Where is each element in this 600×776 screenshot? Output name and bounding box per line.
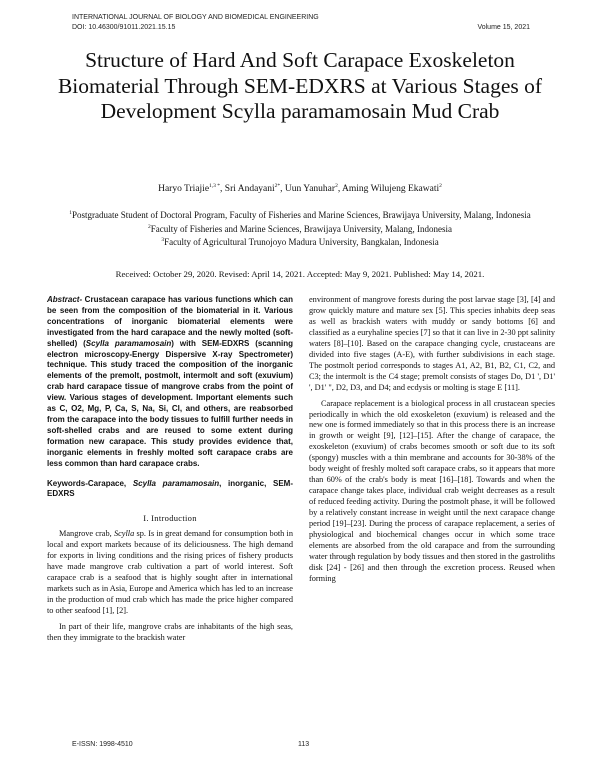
intro-paragraph — [47, 529, 293, 617]
publication-dates: Received: October 29, 2020. Revised: April 14, 2021. Accepted: May 9, 2021. Published: May 14, 2021. — [115, 269, 485, 279]
body-paragraph: environment of mangrove forests during the post larvae stage [3], [4] and grow quickly mature and mature sex [5]. This species inhabits deep seas as well as brackish waters with muddy or sandy bottoms [6] and classified as a euryhaline species [7] so that it can live in 2-30 ppt salinity waters [8]–[10]. Based on the carapace changing cycle, crustaceans are divided into five stages (A-E), with further subdivisions in each stage. The postmolt period corresponds to stages A1, A2, B1, B2, C1, C2, and C3; the intermolt is the C4 stage; premolt consists of stages Do, D1 ', D1' ', D1' ", D2, D3, and D4; and ecdysis or molting is stage E [11]. — [309, 295, 555, 392]
abstract-label: Abstract- — [47, 295, 83, 304]
author-affiliation-mark: 2* — [274, 183, 281, 189]
author-list: Haryo Triajie$^{1,3 *}$, Sri Andayani$^{2*}$, Uun Yanuhar$^2$, Aming Wilujeng Ekawati$^2$ — [158, 183, 442, 195]
affiliation-text: Postgraduate Student of Doctoral Program, Faculty of Fisheries and Marine Sciences, Brawijaya University, Malang, Indonesia — [71, 210, 531, 220]
doi: DOI: 10.46300/91011.2021.15.15 — [72, 23, 176, 31]
right-column — [309, 295, 555, 585]
species-name: Scylla — [113, 529, 135, 539]
page-number: 113 — [298, 741, 310, 748]
author-name: Uun Yanuhar — [284, 184, 336, 195]
affiliation-text: Faculty of Fisheries and Marine Sciences, Brawijaya University, Malang, Indonesia — [150, 223, 453, 234]
species-name: Scylla paramamosain — [85, 338, 172, 348]
section-heading: I. Introduction — [143, 513, 197, 524]
body-paragraph: Carapace replacement is a biological process in all crustacean species periodically in which the old exoskeleton (exuvium) is released and the new one is formed immediately so that in this process there is an increase in growth or weight [9], [12]–[15]. After the change of carapace, the exoskeleton (exuvium) of crabs becomes smooth or soft due to its soft (spongy) muscles with a thin membrane and accounts for 30-38% of the body weight of freshly molted soft carapace crabs, so it appears that more than 60% of the crab's body is meat [16]–[18]. Towards and when the carapace change takes place, individual crab weight decreases as a result of reduced feeding activity. During the postmolt phase, it will be followed by a relatively constant increase in weight until the next carapace change period [19]–[23]. During the process of carapace replacement, a series of physiological and biochemical changes occur in which some trace elements are absorbed from the old carapace and from the surrounding water through regulation by body tissues and then stored in the gastroliths disk [24] - [26] and then through the excretion process. Reused when forming — [309, 398, 555, 583]
affiliation-mark: 1 — [69, 210, 72, 216]
author-affiliation-mark: 2 — [335, 183, 338, 189]
species-name: Scylla paramamosain — [132, 478, 220, 488]
author-name: Haryo Triajie — [158, 184, 210, 195]
author-name: Sri Andayani — [224, 184, 275, 195]
volume: Volume 15, 2021 — [477, 23, 530, 31]
author-name: Aming Wilujeng Ekawati — [342, 184, 440, 195]
author-affiliation-mark: 1,3 * — [209, 183, 221, 189]
affiliation-text: Faculty of Agricultural Trunojoyo Madura University, Bangkalan, Indonesia — [164, 237, 439, 247]
keywords — [47, 479, 293, 501]
journal-name: INTERNATIONAL JOURNAL OF BIOLOGY AND BIOMEDICAL ENGINEERING — [72, 14, 319, 21]
paragraph-text: sp. Is in great demand for consumption both in local and export markets because of its deliciousness. The high demand for exports in living conditions and the rising prices of fishery products have made mangrove crab cultivation a part of world interest. Soft carapace crab is a seafood that is highly sought after in international markets such as in Asia, Europe and America which has led to an increase in the production of mud crab which has made the price higher compared to other seafood [1], [2]. — [47, 529, 294, 615]
affiliation-list — [40, 208, 560, 249]
paper-title: Structure of Hard And Soft Carapace Exoskeleton Biomaterial Through SEM-EDXRS at Various Stages of Development Scylla paramamosain Mud Crab — [57, 48, 543, 123]
running-header — [72, 13, 530, 32]
left-column — [47, 295, 293, 644]
issn: E-ISSN: 1998-4510 — [72, 741, 133, 748]
keywords-text: , inorganic, SEM-EDXRS — [47, 478, 293, 499]
affiliation — [40, 222, 560, 236]
affiliation — [40, 208, 560, 222]
affiliation — [40, 235, 560, 249]
affiliation-mark: 2 — [147, 223, 151, 230]
abstract — [47, 295, 293, 470]
affiliation-mark: 3 — [161, 237, 165, 243]
keywords-text: Keywords-Carapace, — [47, 478, 133, 488]
abstract-text: Crustacean carapace has various functions which can be seen from the composition of the biomaterial in it. Various concentrations of inorganic biomaterial elements were investigated from the hard carapace and the newly molted (soft-shelled) ( — [47, 295, 293, 348]
abstract-text: ) with SEM-EDXRS (scanning electron microscopy-Energy Dispersive X-ray Spectrometer) technique. This study traced the composition of the inorganic elements of the premolt, postmolt, intermolt and soft (exuvium) crab hard carapace tissue of mangrove crabs from the point of view. Various stages of development. Important elements such as C, O2, Mg, P, Ca, S, Na, Si, Cl, and others, are reabsorbed from the carapace into the body tissues to fulfill further needs in soft-shelled crabs and are reused to some extent during formation new carapace. This study provides evidence that, inorganic elements in freshly molted soft carapace crabs are less common than hard carapace crabs. — [47, 338, 293, 468]
intro-paragraph: In part of their life, mangrove crabs are inhabitants of the high seas, then they immigrate to the brackish water — [47, 621, 293, 642]
page-footer — [72, 741, 530, 748]
paragraph-text: Mangrove crab, — [59, 529, 114, 539]
author-affiliation-mark: 2 — [439, 183, 442, 189]
